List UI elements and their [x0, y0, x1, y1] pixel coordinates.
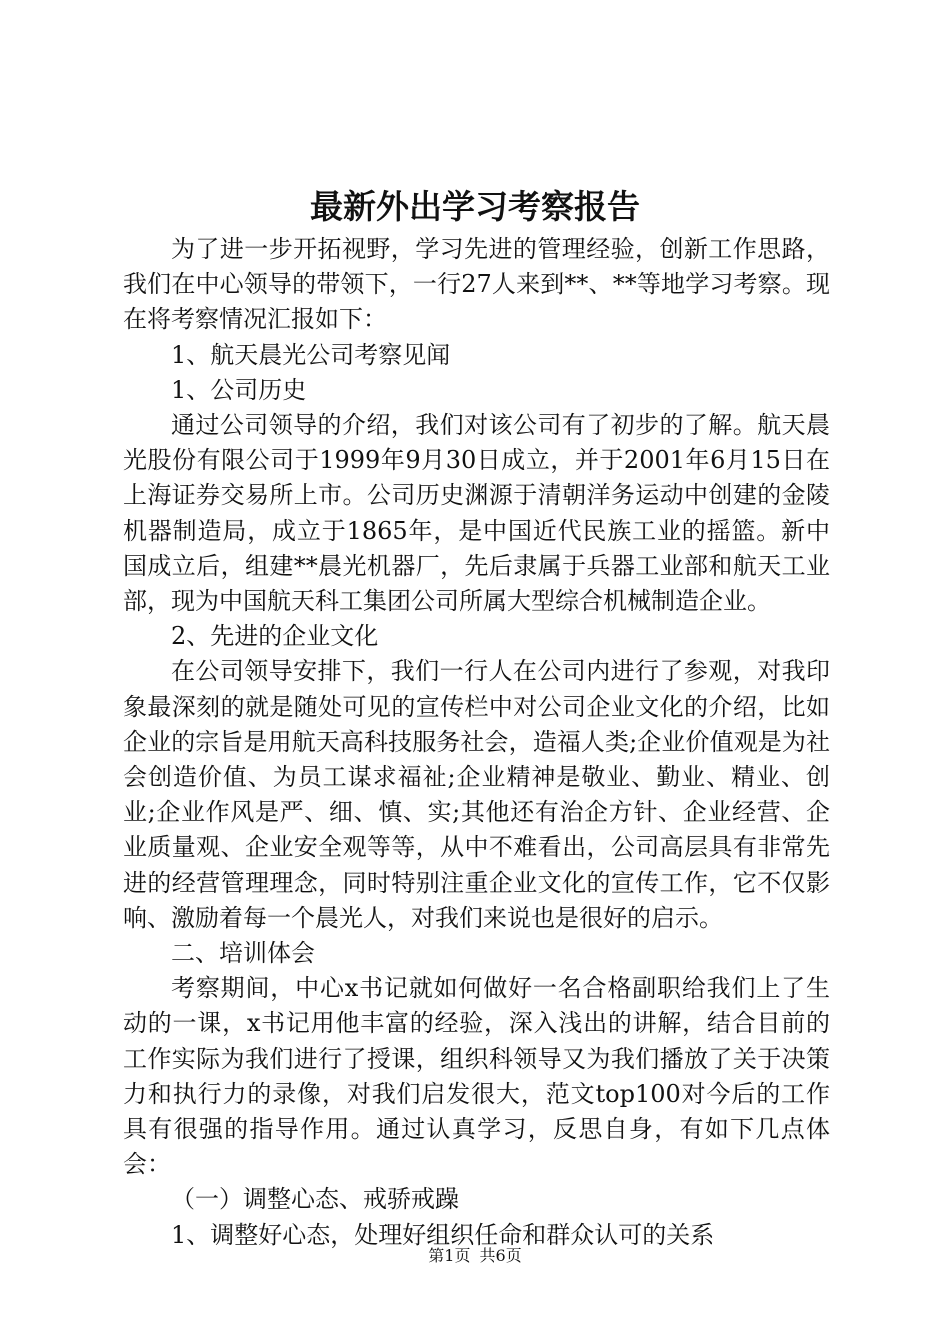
subheading-mindset-point-1: 1、调整好心态，处理好组织任命和群众认可的关系 — [171, 1220, 715, 1249]
subheading-company-history: 1、公司历史 — [171, 375, 307, 404]
paragraph-training: 考察期间，中心x书记就如何做好一名合格副职给我们上了生动的一课，x书记用他丰富的经验，深入浅出的讲解，结合目前的工作实际为我们进行了授课，组织科领导又为我们播放了关于决策力和执行力的录像，对我们启发很大，范文top100对今后的工作具有很强的指导作用。通过认真学习，反思自身，有如下几点体会： — [123, 974, 830, 1179]
section-heading-company-visit: 1、航天晨光公司考察见闻 — [171, 340, 451, 369]
subheading-mindset: （一）调整心态、戒骄戒躁 — [171, 1185, 459, 1214]
subheading-corporate-culture: 2、先进的企业文化 — [171, 622, 379, 651]
paragraph-company-history: 通过公司领导的介绍，我们对该公司有了初步的了解。航天晨光股份有限公司于1999年9月30日成立，并于2001年6月15日在上海证券交易所上市。公司历史渊源于清朝洋务运动中创建的金陵机器制造局，成立于1865年，是中国近代民族工业的摇篮。新中国成立后，组建**晨光机器厂，先后隶属于兵器工业部和航天工业部，现为中国航天科工集团公司所属大型综合机械制造企业。 — [123, 411, 830, 616]
paragraph-corporate-culture: 在公司领导安排下，我们一行人在公司内进行了参观，对我印象最深刻的就是随处可见的宣传栏中对公司企业文化的介绍，比如企业的宗旨是用航天高科技服务社会，造福人类;企业价值观是为社会创造价值、为员工谋求福祉;企业精神是敬业、勤业、精业、创业;企业作风是严、细、慎、实;其他还有治企方针、企业经营、企业质量观、企业安全观等等，从中不难看出，公司高层具有非常先进的经营管理理念，同时特别注重企业文化的宣传工作，它不仅影响、激励着每一个晨光人，对我们来说也是很好的启示。 — [123, 657, 830, 932]
section-heading-training: 二、培训体会 — [171, 939, 315, 968]
document-body — [123, 232, 830, 1253]
paragraph-intro: 为了进一步开拓视野，学习先进的管理经验，创新工作思路，我们在中心领导的带领下，一行27人来到**、**等地学习考察。现在将考察情况汇报如下： — [123, 235, 830, 334]
document-title: 最新外出学习考察报告 — [310, 187, 640, 226]
page-footer — [0, 1244, 950, 1268]
page-total: 共6页 — [479, 1246, 522, 1265]
page-number: 第1页 — [428, 1246, 471, 1265]
